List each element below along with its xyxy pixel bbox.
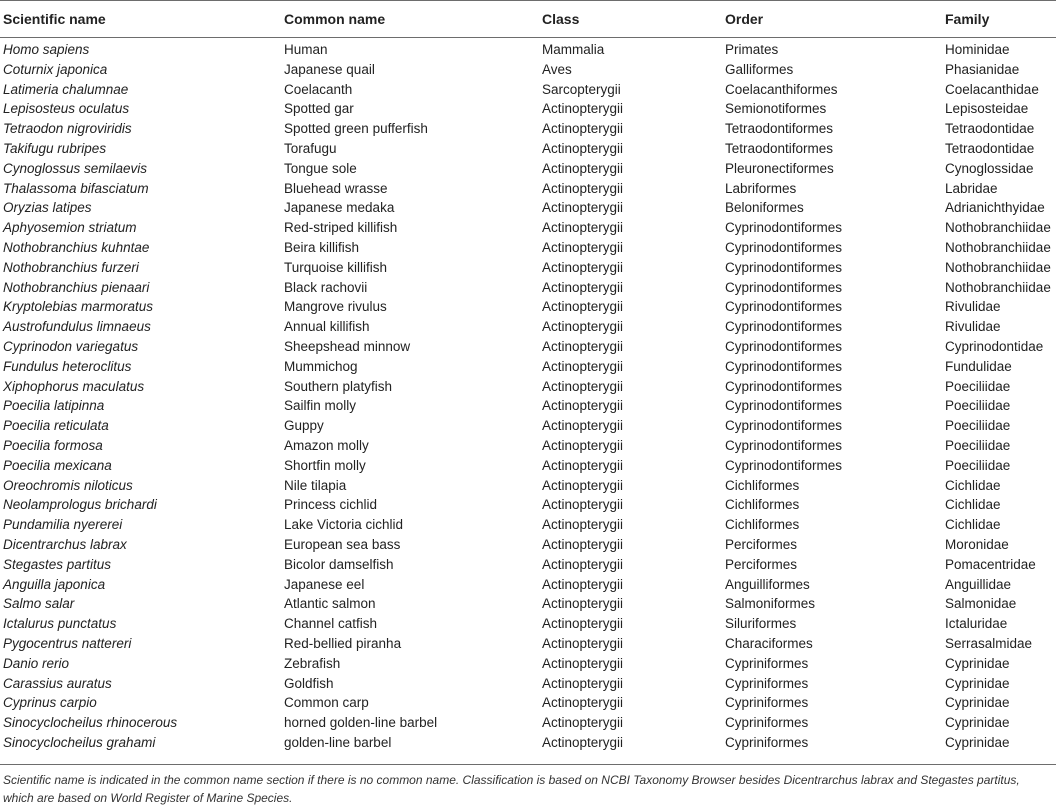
- common-name-cell: Japanese medaka: [284, 200, 395, 216]
- table-row: [0, 456, 1056, 476]
- order-cell: Cypriniformes: [725, 655, 809, 671]
- order-cell: Cichliformes: [725, 477, 800, 493]
- common-name-cell: Black rachovii: [284, 279, 368, 295]
- table-row: [0, 634, 1056, 654]
- order-cell: Pleuronectiformes: [725, 160, 834, 176]
- scientific-name-cell: Nothobranchius pienaari: [3, 279, 150, 295]
- class-cell: Actinopterygii: [542, 121, 624, 137]
- family-cell: Cyprinidae: [945, 695, 1010, 711]
- scientific-name-cell: Nothobranchius furzeri: [3, 259, 139, 275]
- header-order: Order: [722, 1, 942, 38]
- common-name-cell: Zebrafish: [284, 655, 341, 671]
- scientific-name-cell: Xiphophorus maculatus: [3, 378, 145, 394]
- table-row: [0, 733, 1056, 756]
- table-row: [0, 317, 1056, 337]
- common-name-cell: Southern platyfish: [284, 378, 393, 394]
- scientific-name-cell: Stegastes partitus: [3, 556, 112, 572]
- table-row: [0, 515, 1056, 535]
- scientific-name-cell: Latimeria chalumnae: [3, 81, 129, 97]
- scientific-name-cell: Poecilia formosa: [3, 437, 103, 453]
- family-cell: Poeciliidae: [945, 457, 1011, 473]
- scientific-name-cell: Coturnix japonica: [3, 61, 108, 77]
- order-cell: Salmoniformes: [725, 596, 816, 612]
- table-row: [0, 377, 1056, 397]
- common-name-cell: Red-striped killifish: [284, 220, 398, 236]
- common-name-cell: Torafugu: [284, 140, 337, 156]
- family-cell: Tetraodontidae: [945, 121, 1035, 137]
- order-cell: Semionotiformes: [725, 101, 827, 117]
- scientific-name-cell: Oryzias latipes: [3, 200, 92, 216]
- class-cell: Actinopterygii: [542, 220, 624, 236]
- common-name-cell: Atlantic salmon: [284, 596, 376, 612]
- class-cell: Actinopterygii: [542, 536, 624, 552]
- table-row: [0, 575, 1056, 595]
- order-cell: Cypriniformes: [725, 675, 809, 691]
- scientific-name-cell: Dicentrarchus labrax: [3, 536, 127, 552]
- order-cell: Cyprinodontiformes: [725, 358, 843, 374]
- table-row: [0, 198, 1056, 218]
- order-cell: Cyprinodontiformes: [725, 418, 843, 434]
- class-cell: Actinopterygii: [542, 576, 624, 592]
- common-name-cell: Lake Victoria cichlid: [284, 517, 404, 533]
- order-cell: Primates: [725, 42, 779, 57]
- table-row: [0, 416, 1056, 436]
- class-cell: Actinopterygii: [542, 477, 624, 493]
- scientific-name-cell: Lepisosteus oculatus: [3, 101, 130, 117]
- class-cell: Actinopterygii: [542, 338, 624, 354]
- class-cell: Actinopterygii: [542, 200, 624, 216]
- class-cell: Actinopterygii: [542, 239, 624, 255]
- table-row: [0, 476, 1056, 496]
- common-name-cell: Common carp: [284, 695, 369, 711]
- class-cell: Mammalia: [542, 42, 605, 57]
- order-cell: Cyprinodontiformes: [725, 239, 843, 255]
- table-row: [0, 495, 1056, 515]
- class-cell: Actinopterygii: [542, 319, 624, 335]
- scientific-name-cell: Pygocentrus nattereri: [3, 635, 132, 651]
- order-cell: Cichliformes: [725, 497, 800, 513]
- class-cell: Actinopterygii: [542, 616, 624, 632]
- common-name-cell: Spotted gar: [284, 101, 354, 117]
- scientific-name-cell: Poecilia mexicana: [3, 457, 112, 473]
- order-cell: Cypriniformes: [725, 695, 809, 711]
- common-name-cell: Mummichog: [284, 358, 358, 374]
- table-row: [0, 594, 1056, 614]
- order-cell: Beloniformes: [725, 200, 804, 216]
- table-row: [0, 713, 1056, 733]
- class-cell: Actinopterygii: [542, 180, 624, 196]
- scientific-name-cell: Tetraodon nigroviridis: [3, 121, 132, 137]
- family-cell: Rivulidae: [945, 319, 1001, 335]
- family-cell: Coelacanthidae: [945, 81, 1039, 97]
- scientific-name-cell: Kryptolebias marmoratus: [3, 299, 154, 315]
- table-row: [0, 436, 1056, 456]
- order-cell: Perciformes: [725, 556, 798, 572]
- header-family: Family: [942, 1, 1056, 38]
- common-name-cell: Beira killifish: [284, 239, 360, 255]
- class-cell: Sarcopterygii: [542, 81, 621, 97]
- scientific-name-cell: Austrofundulus limnaeus: [3, 319, 151, 335]
- family-cell: Poeciliidae: [945, 398, 1011, 414]
- class-cell: Actinopterygii: [542, 279, 624, 295]
- order-cell: Characiformes: [725, 635, 813, 651]
- family-cell: Lepisosteidae: [945, 101, 1029, 117]
- scientific-name-cell: Oreochromis niloticus: [3, 477, 133, 493]
- class-cell: Actinopterygii: [542, 517, 624, 533]
- class-cell: Actinopterygii: [542, 101, 624, 117]
- order-cell: Cyprinodontiformes: [725, 299, 843, 315]
- scientific-name-cell: Fundulus heteroclitus: [3, 358, 132, 374]
- common-name-cell: Nile tilapia: [284, 477, 347, 493]
- table-row: [0, 654, 1056, 674]
- common-name-cell: Tongue sole: [284, 160, 357, 176]
- table-row: [0, 258, 1056, 278]
- family-cell: Serrasalmidae: [945, 635, 1033, 651]
- scientific-name-cell: Ictalurus punctatus: [3, 616, 117, 632]
- family-cell: Nothobranchiidae: [945, 220, 1051, 236]
- family-cell: Phasianidae: [945, 61, 1020, 77]
- scientific-name-cell: Sinocyclocheilus grahami: [3, 734, 156, 750]
- family-cell: Hominidae: [945, 42, 1010, 57]
- family-cell: Cynoglossidae: [945, 160, 1034, 176]
- family-cell: Nothobranchiidae: [945, 239, 1051, 255]
- order-cell: Cyprinodontiformes: [725, 220, 843, 236]
- table-bottom-rule: [0, 764, 1056, 765]
- family-cell: Cyprinidae: [945, 734, 1010, 750]
- common-name-cell: Bicolor damselfish: [284, 556, 394, 572]
- class-cell: Actinopterygii: [542, 675, 624, 691]
- common-name-cell: Human: [284, 42, 328, 57]
- family-cell: Salmonidae: [945, 596, 1017, 612]
- scientific-name-cell: Anguilla japonica: [3, 576, 106, 592]
- table-row: [0, 139, 1056, 159]
- scientific-name-cell: Poecilia reticulata: [3, 418, 109, 434]
- common-name-cell: Annual killifish: [284, 319, 370, 335]
- table-row: [0, 337, 1056, 357]
- order-cell: Tetraodontiformes: [725, 121, 834, 137]
- table-row: [0, 614, 1056, 634]
- family-cell: Cichlidae: [945, 517, 1001, 533]
- family-cell: Moronidae: [945, 536, 1009, 552]
- common-name-cell: Sheepshead minnow: [284, 338, 411, 354]
- scientific-name-cell: Cyprinodon variegatus: [3, 338, 139, 354]
- family-cell: Nothobranchiidae: [945, 279, 1051, 295]
- order-cell: Cyprinodontiformes: [725, 398, 843, 414]
- order-cell: Cyprinodontiformes: [725, 457, 843, 473]
- common-name-cell: Coelacanth: [284, 81, 353, 97]
- table-header-row: [0, 1, 1056, 38]
- table-row: [0, 693, 1056, 713]
- family-cell: Cichlidae: [945, 477, 1001, 493]
- class-cell: Actinopterygii: [542, 457, 624, 473]
- table-row: [0, 674, 1056, 694]
- table-row: [0, 357, 1056, 377]
- table-footnote: Scientific name is indicated in the common name section if there is no common name. Classification is based on NCBI Taxonomy Browser besides Dicentrarchus labrax and Stegastes partitus, which are based on World Register of Marine Species.: [3, 773, 1020, 805]
- common-name-cell: Bluehead wrasse: [284, 180, 388, 196]
- class-cell: Actinopterygii: [542, 259, 624, 275]
- scientific-name-cell: Homo sapiens: [3, 42, 90, 57]
- table-body: [0, 38, 1056, 756]
- family-cell: Tetraodontidae: [945, 140, 1035, 156]
- class-cell: Actinopterygii: [542, 378, 624, 394]
- common-name-cell: horned golden-line barbel: [284, 715, 438, 731]
- class-cell: Actinopterygii: [542, 635, 624, 651]
- class-cell: Actinopterygii: [542, 140, 624, 156]
- family-cell: Anguillidae: [945, 576, 1012, 592]
- table-row: [0, 555, 1056, 575]
- family-cell: Pomacentridae: [945, 556, 1036, 572]
- class-cell: Actinopterygii: [542, 358, 624, 374]
- family-cell: Cyprinodontidae: [945, 338, 1044, 354]
- order-cell: Cichliformes: [725, 517, 800, 533]
- class-cell: Actinopterygii: [542, 299, 624, 315]
- table-row: [0, 396, 1056, 416]
- family-cell: Ictaluridae: [945, 616, 1008, 632]
- scientific-name-cell: Neolamprologus brichardi: [3, 497, 157, 513]
- common-name-cell: Japanese eel: [284, 576, 365, 592]
- class-cell: Actinopterygii: [542, 418, 624, 434]
- common-name-cell: Sailfin molly: [284, 398, 357, 414]
- class-cell: Actinopterygii: [542, 715, 624, 731]
- order-cell: Cyprinodontiformes: [725, 319, 843, 335]
- common-name-cell: European sea bass: [284, 536, 401, 552]
- table-row: [0, 38, 1056, 60]
- order-cell: Cyprinodontiformes: [725, 279, 843, 295]
- family-cell: Rivulidae: [945, 299, 1001, 315]
- header-scientific-name: Scientific name: [0, 1, 281, 38]
- common-name-cell: Guppy: [284, 418, 324, 434]
- table-row: [0, 80, 1056, 100]
- family-cell: Adrianichthyidae: [945, 200, 1045, 216]
- scientific-name-cell: Pundamilia nyererei: [3, 517, 123, 533]
- family-cell: Cyprinidae: [945, 655, 1010, 671]
- class-cell: Actinopterygii: [542, 734, 624, 750]
- order-cell: Galliformes: [725, 61, 794, 77]
- class-cell: Actinopterygii: [542, 556, 624, 572]
- class-cell: Actinopterygii: [542, 695, 624, 711]
- order-cell: Perciformes: [725, 536, 798, 552]
- order-cell: Cypriniformes: [725, 734, 809, 750]
- family-cell: Fundulidae: [945, 358, 1012, 374]
- common-name-cell: Princess cichlid: [284, 497, 378, 513]
- common-name-cell: Turquoise killifish: [284, 259, 388, 275]
- scientific-name-cell: Nothobranchius kuhntae: [3, 239, 150, 255]
- scientific-name-cell: Aphyosemion striatum: [3, 220, 137, 236]
- scientific-name-cell: Danio rerio: [3, 655, 70, 671]
- scientific-name-cell: Carassius auratus: [3, 675, 112, 691]
- family-cell: Poeciliidae: [945, 418, 1011, 434]
- family-cell: Poeciliidae: [945, 437, 1011, 453]
- scientific-name-cell: Cynoglossus semilaevis: [3, 160, 148, 176]
- order-cell: Coelacanthiformes: [725, 81, 838, 97]
- class-cell: Actinopterygii: [542, 398, 624, 414]
- class-cell: Aves: [542, 61, 572, 77]
- family-cell: Cyprinidae: [945, 715, 1010, 731]
- common-name-cell: golden-line barbel: [284, 734, 392, 750]
- order-cell: Cyprinodontiformes: [725, 437, 843, 453]
- common-name-cell: Japanese quail: [284, 61, 375, 77]
- order-cell: Siluriformes: [725, 616, 797, 632]
- common-name-cell: Amazon molly: [284, 437, 369, 453]
- class-cell: Actinopterygii: [542, 437, 624, 453]
- scientific-name-cell: Sinocyclocheilus rhinocerous: [3, 715, 178, 731]
- table-row: [0, 297, 1056, 317]
- table-row: [0, 535, 1056, 555]
- common-name-cell: Shortfin molly: [284, 457, 366, 473]
- class-cell: Actinopterygii: [542, 596, 624, 612]
- order-cell: Cyprinodontiformes: [725, 378, 843, 394]
- table-row: [0, 218, 1056, 238]
- scientific-name-cell: Salmo salar: [3, 596, 75, 612]
- order-cell: Anguilliformes: [725, 576, 810, 592]
- scientific-name-cell: Takifugu rubripes: [3, 140, 107, 156]
- order-cell: Cypriniformes: [725, 715, 809, 731]
- table-row: [0, 238, 1056, 258]
- order-cell: Tetraodontiformes: [725, 140, 834, 156]
- common-name-cell: Goldfish: [284, 675, 334, 691]
- common-name-cell: Spotted green pufferfish: [284, 121, 428, 137]
- header-common-name: Common name: [281, 1, 539, 38]
- table-row: [0, 99, 1056, 119]
- scientific-name-cell: Thalassoma bifasciatum: [3, 180, 149, 196]
- family-cell: Cichlidae: [945, 497, 1001, 513]
- scientific-name-cell: Poecilia latipinna: [3, 398, 105, 414]
- header-class: Class: [539, 1, 722, 38]
- family-cell: Nothobranchiidae: [945, 259, 1051, 275]
- table-row: [0, 179, 1056, 199]
- common-name-cell: Channel catfish: [284, 616, 378, 632]
- table-row: [0, 278, 1056, 298]
- class-cell: Actinopterygii: [542, 655, 624, 671]
- class-cell: Actinopterygii: [542, 497, 624, 513]
- order-cell: Cyprinodontiformes: [725, 259, 843, 275]
- class-cell: Actinopterygii: [542, 160, 624, 176]
- table-row: [0, 159, 1056, 179]
- family-cell: Cyprinidae: [945, 675, 1010, 691]
- family-cell: Labridae: [945, 180, 998, 196]
- order-cell: Cyprinodontiformes: [725, 338, 843, 354]
- common-name-cell: Red-bellied piranha: [284, 635, 402, 651]
- scientific-name-cell: Cyprinus carpio: [3, 695, 97, 711]
- table-row: [0, 119, 1056, 139]
- common-name-cell: Mangrove rivulus: [284, 299, 387, 315]
- family-cell: Poeciliidae: [945, 378, 1011, 394]
- order-cell: Labriformes: [725, 180, 797, 196]
- table-row: [0, 60, 1056, 80]
